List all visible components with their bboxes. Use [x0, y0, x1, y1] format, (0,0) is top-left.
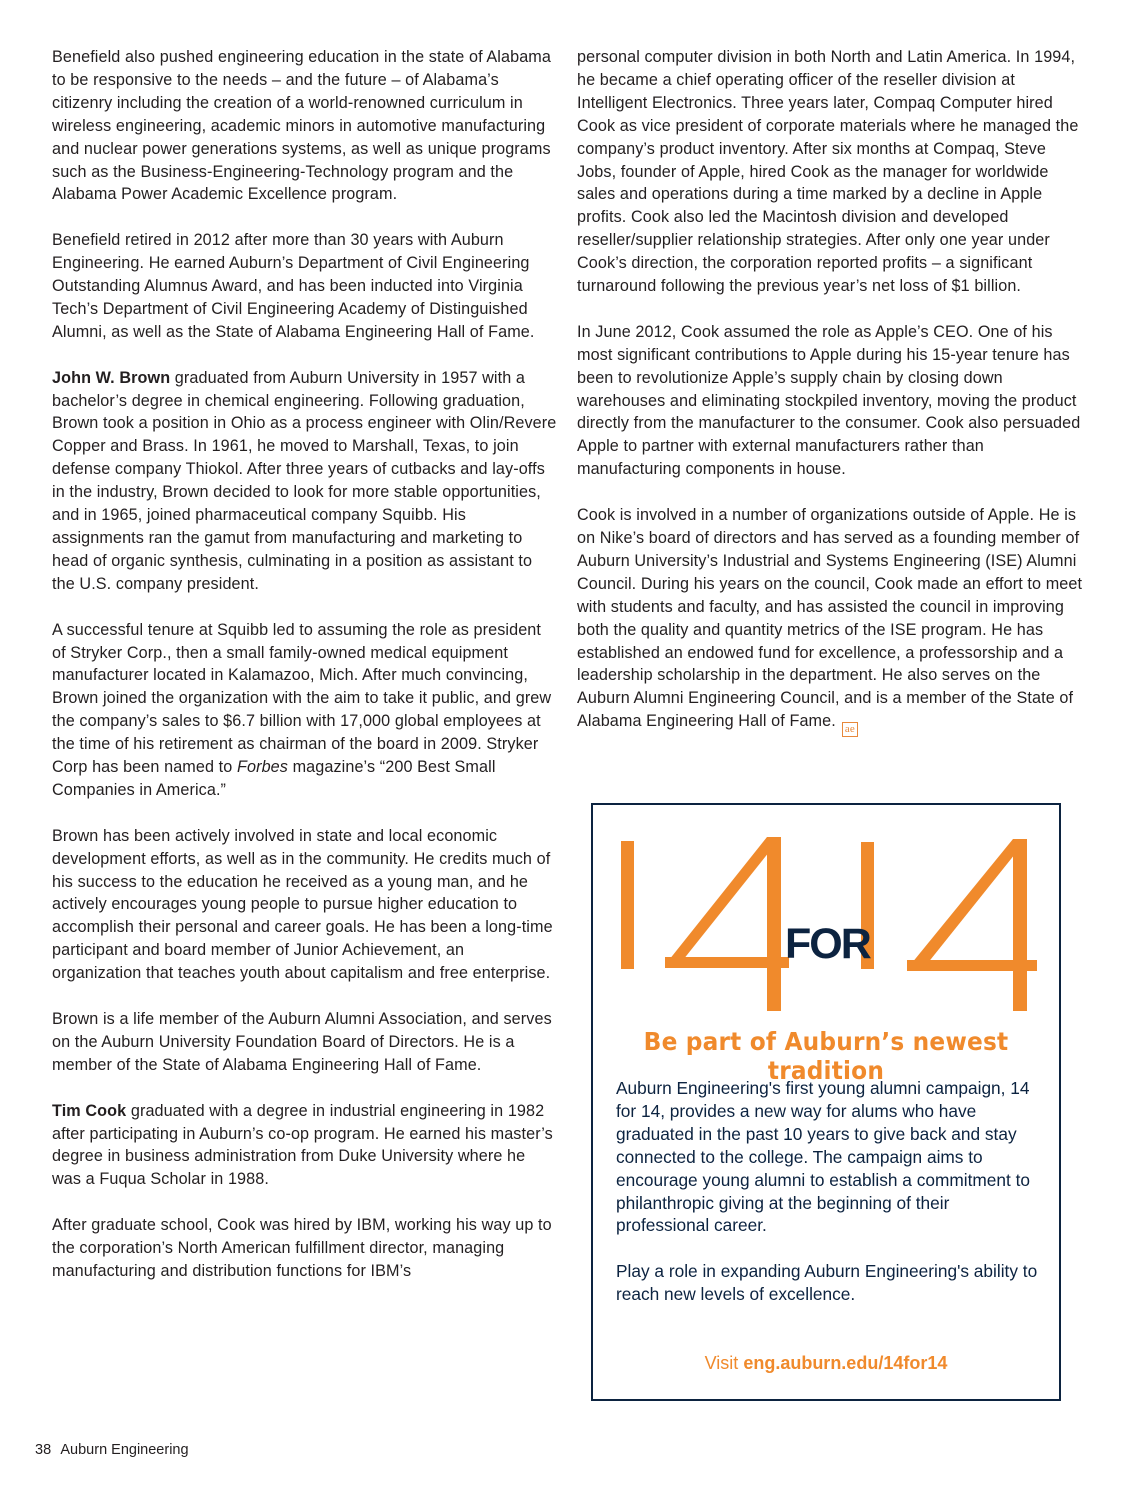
page-footer: [35, 1442, 189, 1458]
promo-paragraph-call-to-action: Play a role in expanding Auburn Engineering's ability to reach new levels of excellence.: [616, 1261, 1038, 1305]
forbes-italic: Forbes: [236, 758, 288, 777]
logo-digit-4: [905, 835, 1039, 1011]
paragraph-text: magazine’s “200 Best Small Companies in America.”: [52, 758, 496, 799]
visit-url-link[interactable]: eng.auburn.edu/14for14: [743, 1353, 948, 1373]
paragraph-text: graduated from Auburn University in 1957 with a bachelor’s degree in chemical engineering. Following graduation, Brown took a position in Ohio as a process engineer with Olin/Revere Copper and Brass. In 1961, he moved to Marshall, Texas, to join defense company Thiokol. After three years of cutbacks and lay-offs in the industry, Brown decided to look for more stable opportunities, and in 1965, joined pharmaceutical company Squibb. His assignments ran the gamut from manufacturing and marketing to head of organic synthesis, culminating in a position as assistant to the U.S. company president.: [52, 368, 557, 593]
paragraph-cook-intro: [52, 1100, 557, 1192]
logo-14-for-14: [593, 805, 1059, 1025]
page-number: 38: [35, 1442, 52, 1458]
promo-paragraph-campaign: Auburn Engineering's first young alumni campaign, 14 for 14, provides a new way for alums who have graduated in the past 10 years to give back and stay connected to the college. The campaign aims to encourage young alumni to establish a commitment to philanthropic giving at the beginning of their professional career.: [616, 1078, 1031, 1236]
promo-visit-line: [593, 1353, 1059, 1374]
paragraph-cook-career: personal computer division in both North and Latin America. In 1994, he became a chief operating officer of the reseller division at Intelligent Electronics. Three years later, Compaq Computer hired Cook as vice president of corporate materials where he managed the company’s product inventory. After six months at Compaq, Steve Jobs, founder of Apple, hired Cook as the manager for worldwide sales and operations during a time marked by a decline in Apple profits. Cook also led the Macintosh division and developed reseller/supplier relationship strategies. After only one year under Cook’s direction, the corporation reported profits – a significant turnaround following the previous year’s net loss of $1 billion.: [577, 48, 1079, 296]
promo-box-14for14: [591, 803, 1061, 1401]
left-column: [52, 46, 557, 1306]
logo-digit-1: [621, 841, 634, 969]
logo-digit-4: [663, 833, 793, 1011]
paragraph-text: Cook is involved in a number of organizations outside of Apple. He is on Nike’s board of directors and has served as a founding member of Auburn University’s Industrial and Systems Engineering (ISE) Alumni Council. During his years on the council, Cook made an effort to meet with students and faculty, and has assisted the council in improving both the quality and quantity metrics of the ISE program. He has established an endowed fund for excellence, a professorship and a leadership scholarship in the department. He also serves on the Auburn Alumni Engineering Council, and is a member of the State of Alabama Engineering Hall of Fame.: [577, 506, 1083, 731]
name-john-w-brown: John W. Brown: [52, 368, 171, 387]
end-mark-icon: ae: [842, 722, 858, 737]
paragraph-benefield-education: Benefield also pushed engineering education in the state of Alabama to be responsive to the needs – and the future – of Alabama’s citizenry including the creation of a world-renowned curriculum in wireless engineering, academic minors in automotive manufacturing and nuclear power generations systems, as well as unique programs such as the Business-Engineering-Technology program and the Alabama Power Academic Excellence program.: [52, 48, 551, 204]
promo-tagline: Be part of Auburn’s newest tradition: [643, 1027, 1009, 1085]
paragraph-brown-intro: [52, 367, 557, 596]
right-column: [577, 46, 1087, 760]
paragraph-benefield-retired: Benefield retired in 2012 after more than 30 years with Auburn Engineering. He earned Auburn’s Department of Civil Engineering Outstanding Alumnus Award, and has been inducted into Virginia Tech’s Department of Civil Engineering Academy of Distinguished Alumni, as well as the State of Alabama Engineering Hall of Fame.: [52, 231, 535, 341]
paragraph-text: graduated with a degree in industrial engineering in 1982 after participating in Auburn’s co-op program. He earned his master’s degree in business administration from Duke University where he was a Fuqua Scholar in 1988.: [52, 1101, 553, 1189]
paragraph-brown-stryker: [52, 619, 557, 802]
logo-for-text: FOR: [785, 920, 870, 968]
paragraph-cook-ibm: After graduate school, Cook was hired by IBM, working his way up to the corporation’s North American fulfillment director, managing manufacturing and distribution functions for IBM’s: [52, 1216, 552, 1280]
name-tim-cook: Tim Cook: [52, 1101, 127, 1120]
paragraph-brown-community: Brown has been actively involved in state and local economic development efforts, as well as in the community. He credits much of his success to the education he received as a young man, and he actively encourages young people to pursue higher education to accomplish their personal and career goals. He has been a long-time participant and board member of Junior Achievement, an organization that teaches youth about capitalism and free enterprise.: [52, 826, 553, 983]
visit-label: Visit: [704, 1353, 744, 1373]
paragraph-cook-organizations: [577, 504, 1087, 737]
paragraph-text: A successful tenure at Squibb led to assuming the role as president of Stryker Corp., then a small family-owned medical equipment manufacturer located in Kalamazoo, Mich. After much convincing, Brown joined the organization with the aim to take it public, and grew the company’s sales to $6.7 billion with 17,000 global employees at the time of his retirement as chairman of the board in 2009. Stryker Corp has been named to: [52, 620, 552, 777]
paragraph-brown-alumni: Brown is a life member of the Auburn Alumni Association, and serves on the Auburn University Foundation Board of Directors. He is a member of the State of Alabama Engineering Hall of Fame.: [52, 1009, 552, 1074]
publication-name: Auburn Engineering: [60, 1442, 189, 1458]
paragraph-cook-ceo: In June 2012, Cook assumed the role as Apple’s CEO. One of his most significant contributions to Apple during his 15-year tenure has been to revolutionize Apple’s supply chain by closing down warehouses and eliminating stockpiled inventory, moving the product directly from the manufacturer to the consumer. Cook also persuaded Apple to partner with external manufacturers rather than manufacturing components in house.: [577, 322, 1081, 479]
promo-body: [616, 1077, 1046, 1329]
